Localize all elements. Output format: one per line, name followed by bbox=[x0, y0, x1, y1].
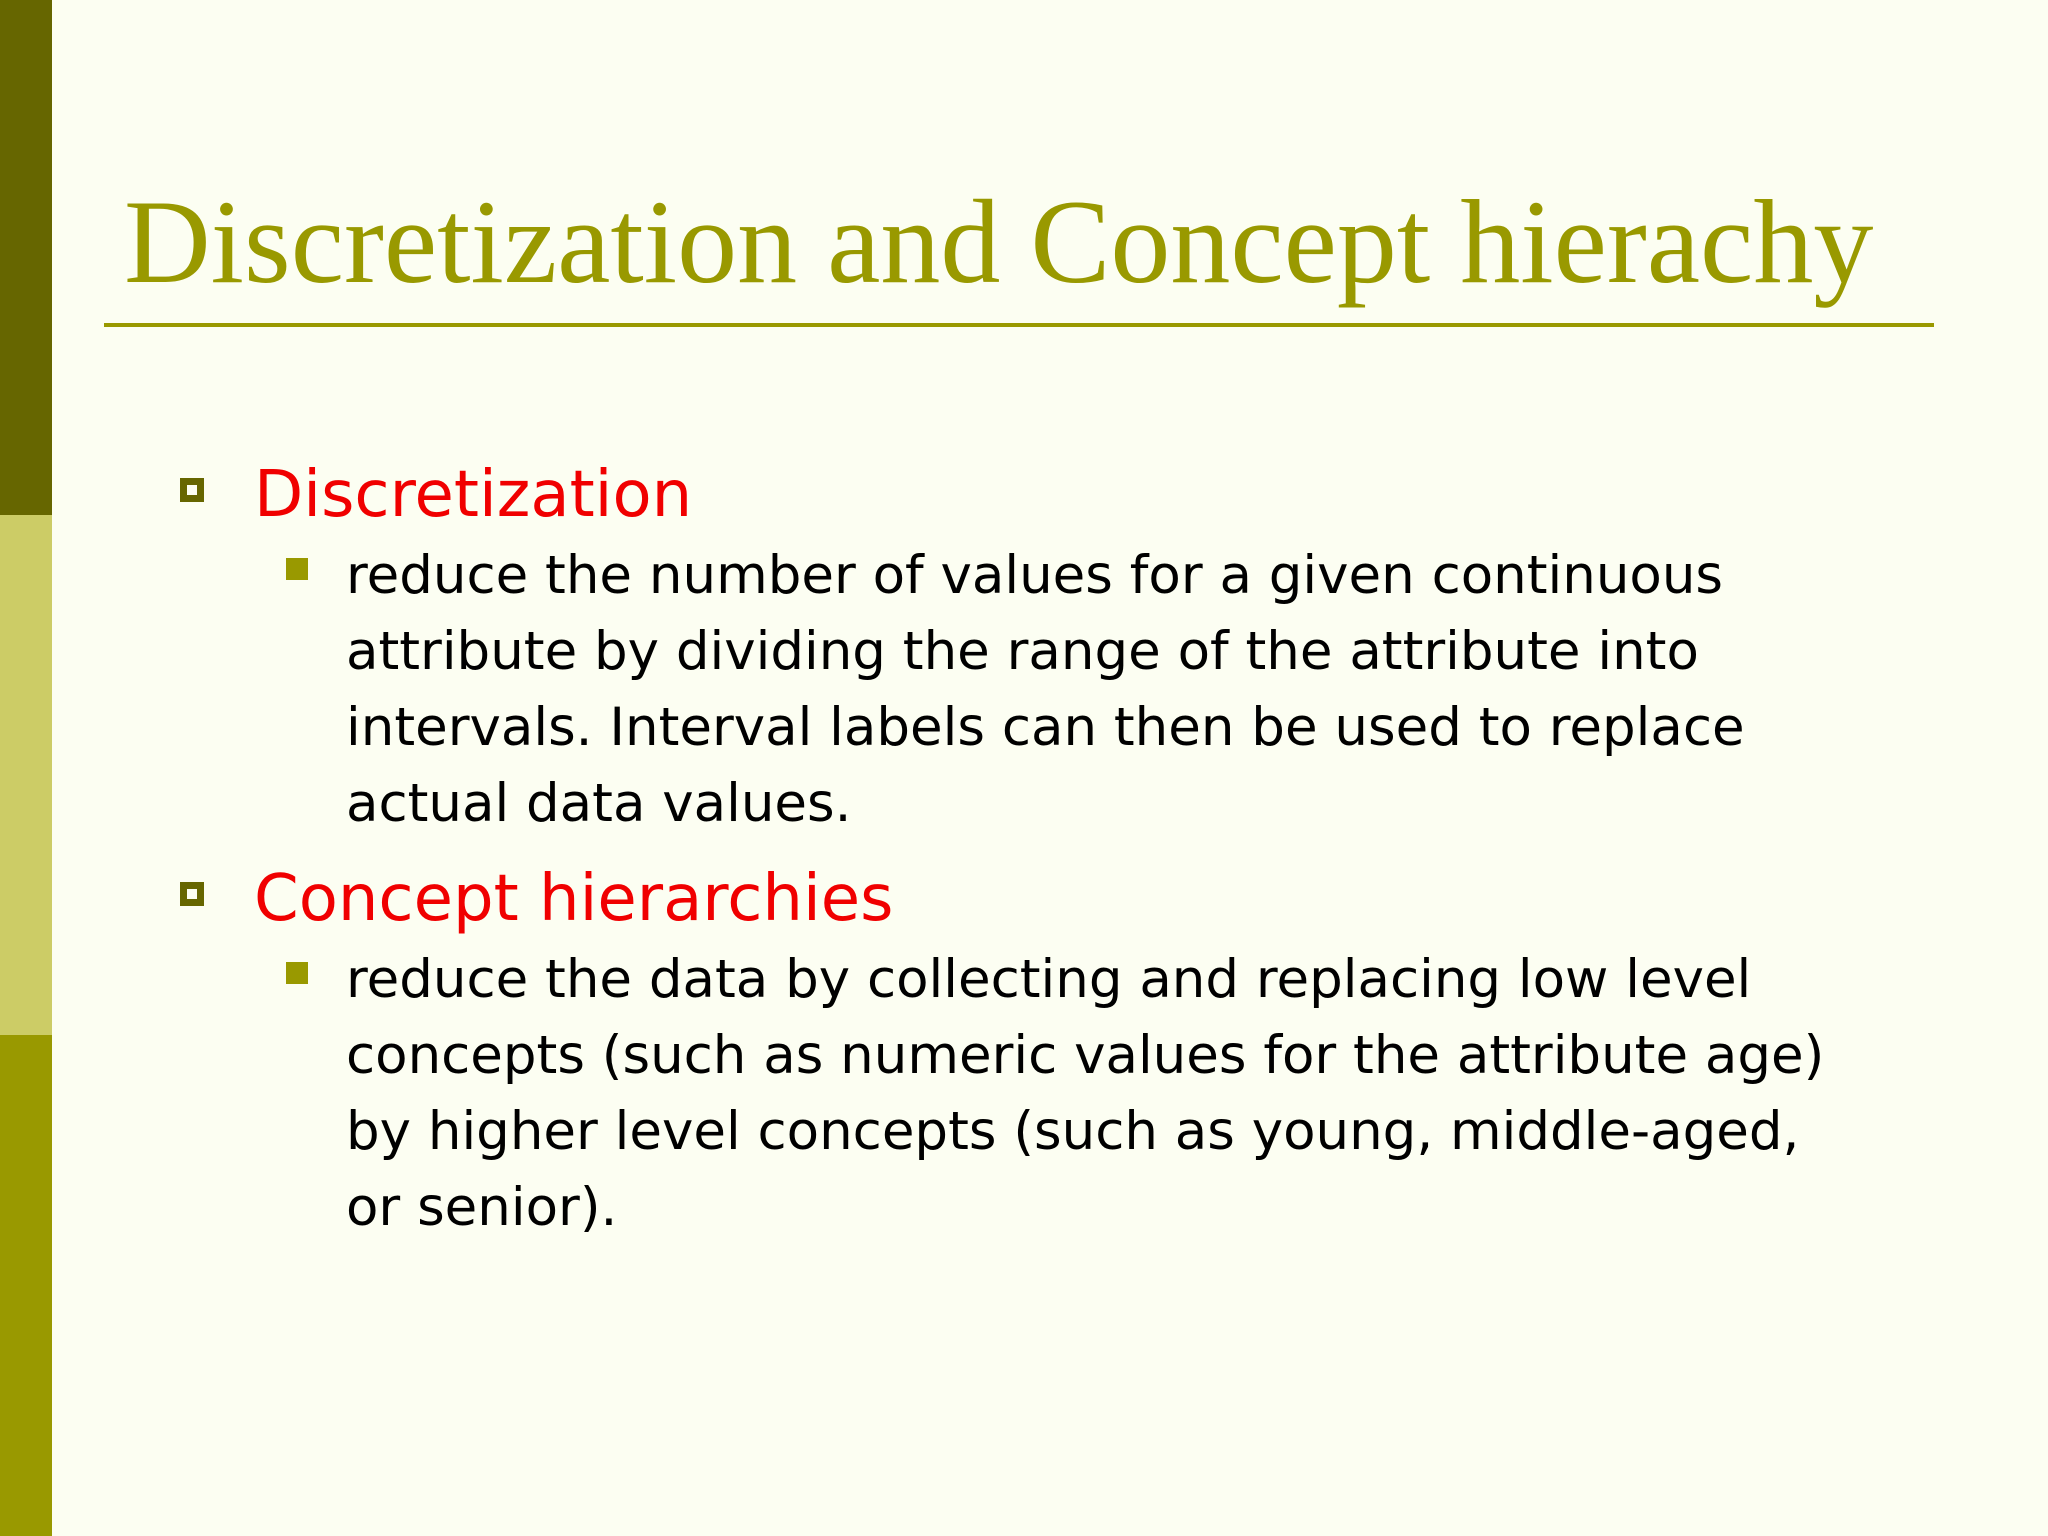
bullet-line: by higher level concepts (such as young, middle-aged, bbox=[346, 1101, 1800, 1162]
hollow-square-bullet-icon bbox=[180, 882, 204, 906]
bullet-line: reduce the number of values for a given continuous bbox=[346, 545, 1724, 606]
sub-bullet-item bbox=[346, 538, 1946, 842]
section-heading-row bbox=[178, 452, 1978, 538]
filled-square-bullet-icon bbox=[286, 962, 308, 984]
slide-content bbox=[178, 452, 1978, 1246]
side-bar-dark-segment bbox=[0, 0, 52, 515]
hollow-square-bullet-icon bbox=[180, 478, 204, 502]
side-bar-light-segment bbox=[0, 515, 52, 1035]
side-bar-mid-segment bbox=[0, 1035, 52, 1536]
section-concept-hierarchies bbox=[178, 856, 1978, 1246]
sub-bullet-item bbox=[346, 942, 1946, 1246]
bullet-line: intervals. Interval labels can then be used to replace bbox=[346, 697, 1745, 758]
title-underline bbox=[104, 323, 1934, 327]
section-heading-row bbox=[178, 856, 1978, 942]
section-heading: Discretization bbox=[254, 458, 693, 532]
bullet-line: actual data values. bbox=[346, 773, 852, 834]
filled-square-bullet-icon bbox=[286, 558, 308, 580]
bullet-line: reduce the data by collecting and replacing low level bbox=[346, 949, 1752, 1010]
bullet-line: concepts (such as numeric values for the attribute age) bbox=[346, 1025, 1825, 1086]
section-discretization bbox=[178, 452, 1978, 842]
section-heading: Concept hierarchies bbox=[254, 862, 894, 936]
slide-title: Discretization and Concept hierachy bbox=[124, 175, 1874, 308]
bullet-line: or senior). bbox=[346, 1177, 618, 1238]
bullet-line: attribute by dividing the range of the attribute into bbox=[346, 621, 1699, 682]
